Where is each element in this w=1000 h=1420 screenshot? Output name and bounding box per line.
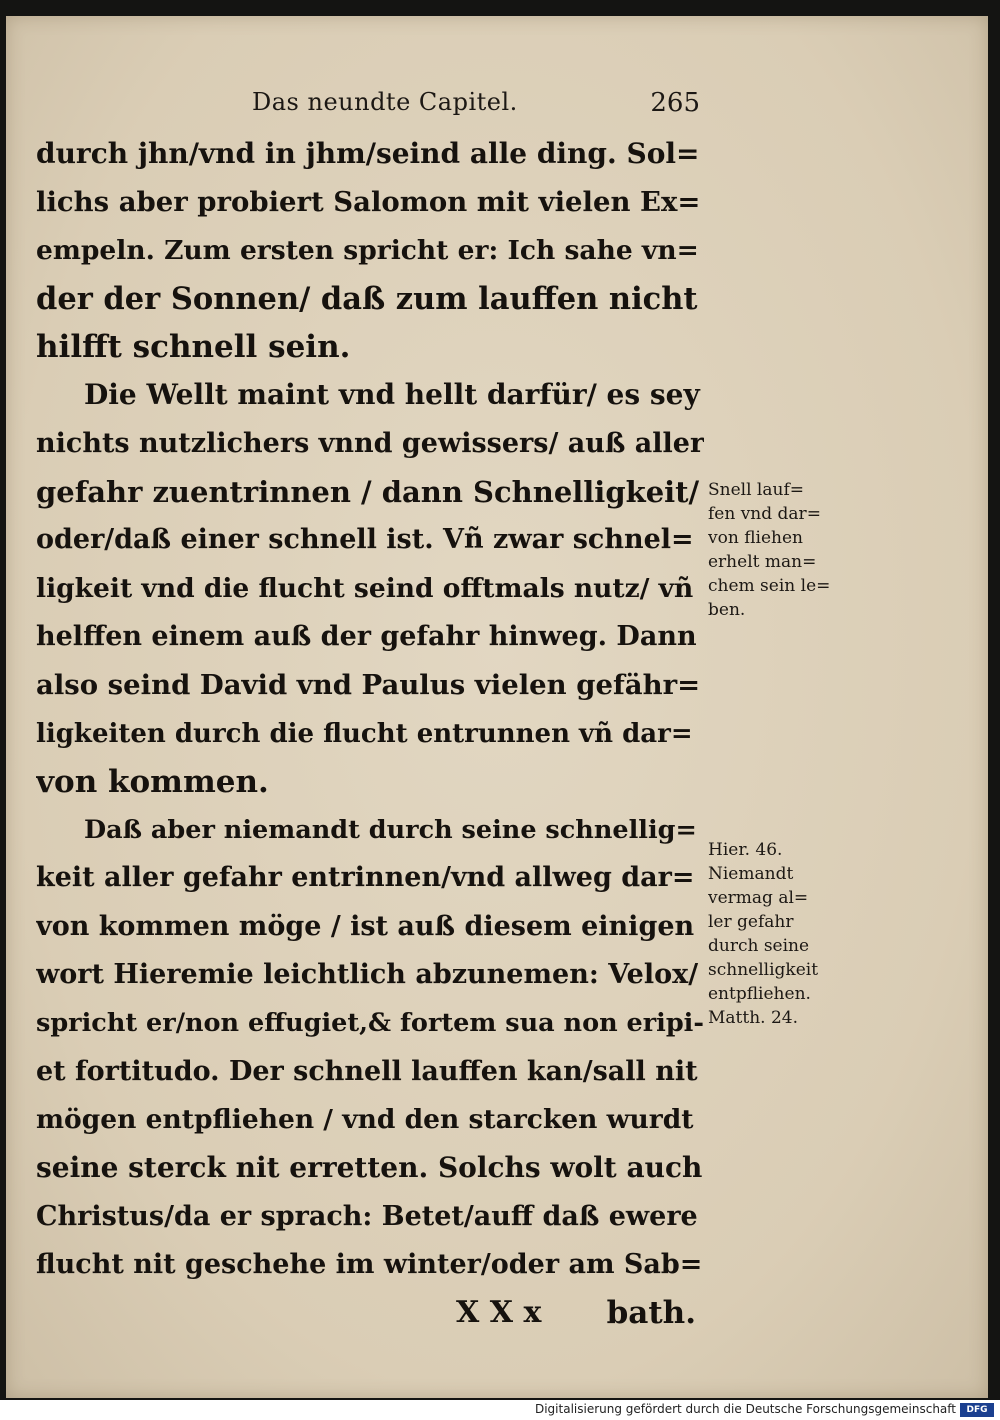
text-line: von kommen.: [36, 763, 269, 800]
marginal-line: Snell lauf=: [708, 480, 804, 500]
text-line: der der Sonnen/ daß zum lauffen nicht: [36, 280, 698, 317]
text-line: flucht nit geschehe im winter/oder am Sab=: [36, 1248, 703, 1280]
digitization-footer: [0, 1400, 1000, 1420]
marginal-line: ben.: [708, 600, 746, 620]
text-line: keit aller gefahr entrinnen/vnd allweg dar=: [36, 862, 695, 894]
text-line: mögen entpfliehen / vnd den starcken wurdt: [36, 1103, 694, 1135]
main-text-block: [36, 130, 704, 1337]
marginal-line: von fliehen: [708, 528, 803, 548]
text-line: ligkeiten durch die flucht entrunnen vñ dar=: [36, 718, 693, 749]
text-line: nichts nutzlichers vnnd gewissers/ auß aller: [36, 427, 704, 459]
text-line: Die Wellt maint vnd hellt darfür/ es sey: [84, 378, 700, 412]
marginal-line: chem sein le=: [708, 576, 831, 596]
text-line: von kommen möge / ist auß diesem einigen: [36, 910, 695, 942]
marginal-line: erhelt man=: [708, 552, 817, 572]
marginal-line: Hier. 46.: [708, 840, 783, 860]
page-header: [230, 88, 700, 124]
marginal-line: Matth. 24.: [708, 1008, 798, 1028]
marginal-line: schnelligkeit: [708, 960, 819, 980]
marginal-note-1: [708, 478, 848, 622]
marginal-line: ler gefahr: [708, 912, 794, 932]
text-line: et fortitudo. Der schnell lauffen kan/sall nit: [36, 1055, 698, 1087]
text-line: spricht er/non effugiet,& fortem sua non eripi-: [36, 1008, 704, 1039]
marginal-line: fen vnd dar=: [708, 504, 821, 524]
page-number: 265: [650, 88, 700, 118]
dfg-logo-icon: DFG: [960, 1403, 994, 1417]
marginal-line: vermag al=: [708, 888, 809, 908]
catchword: bath.: [606, 1295, 696, 1332]
signature-line: [36, 1289, 704, 1337]
text-line: Christus/da er sprach: Betet/auff daß ewere: [36, 1200, 698, 1232]
text-line: gefahr zuentrinnen / dann Schnelligkeit/: [36, 475, 700, 510]
text-line: durch jhn/vnd in jhm/seind alle ding. Sol=: [36, 137, 700, 170]
signature-mark: X X x: [456, 1295, 542, 1331]
text-line: lichs aber probiert Salomon mit vielen Ex=: [36, 186, 701, 219]
text-line: empeln. Zum ersten spricht er: Ich sahe vn=: [36, 234, 699, 266]
funding-credit: Digitalisierung gefördert durch die Deutsche Forschungsgemeinschaft: [534, 1402, 956, 1416]
running-title: Das neundte Capitel.: [252, 88, 518, 116]
text-line: seine sterck nit erretten. Solchs wolt auch: [36, 1151, 703, 1185]
marginal-line: entpfliehen.: [708, 984, 811, 1004]
marginal-note-2: [708, 838, 848, 1030]
text-line: helffen einem auß der gefahr hinweg. Dann: [36, 620, 697, 652]
text-line: ligkeit vnd die flucht seind offtmals nutz/ vñ: [36, 572, 694, 604]
text-line: wort Hieremie leichtlich abzunemen: Velox/: [36, 959, 699, 991]
marginal-line: Niemandt: [708, 864, 794, 884]
text-line: hilfft schnell sein.: [36, 329, 351, 366]
marginal-line: durch seine: [708, 936, 810, 956]
text-line: oder/daß einer schnell ist. Vñ zwar schnel=: [36, 524, 694, 556]
text-line: also seind David vnd Paulus vielen gefähr=: [36, 669, 701, 702]
text-line: Daß aber niemandt durch seine schnellig=: [84, 815, 697, 846]
